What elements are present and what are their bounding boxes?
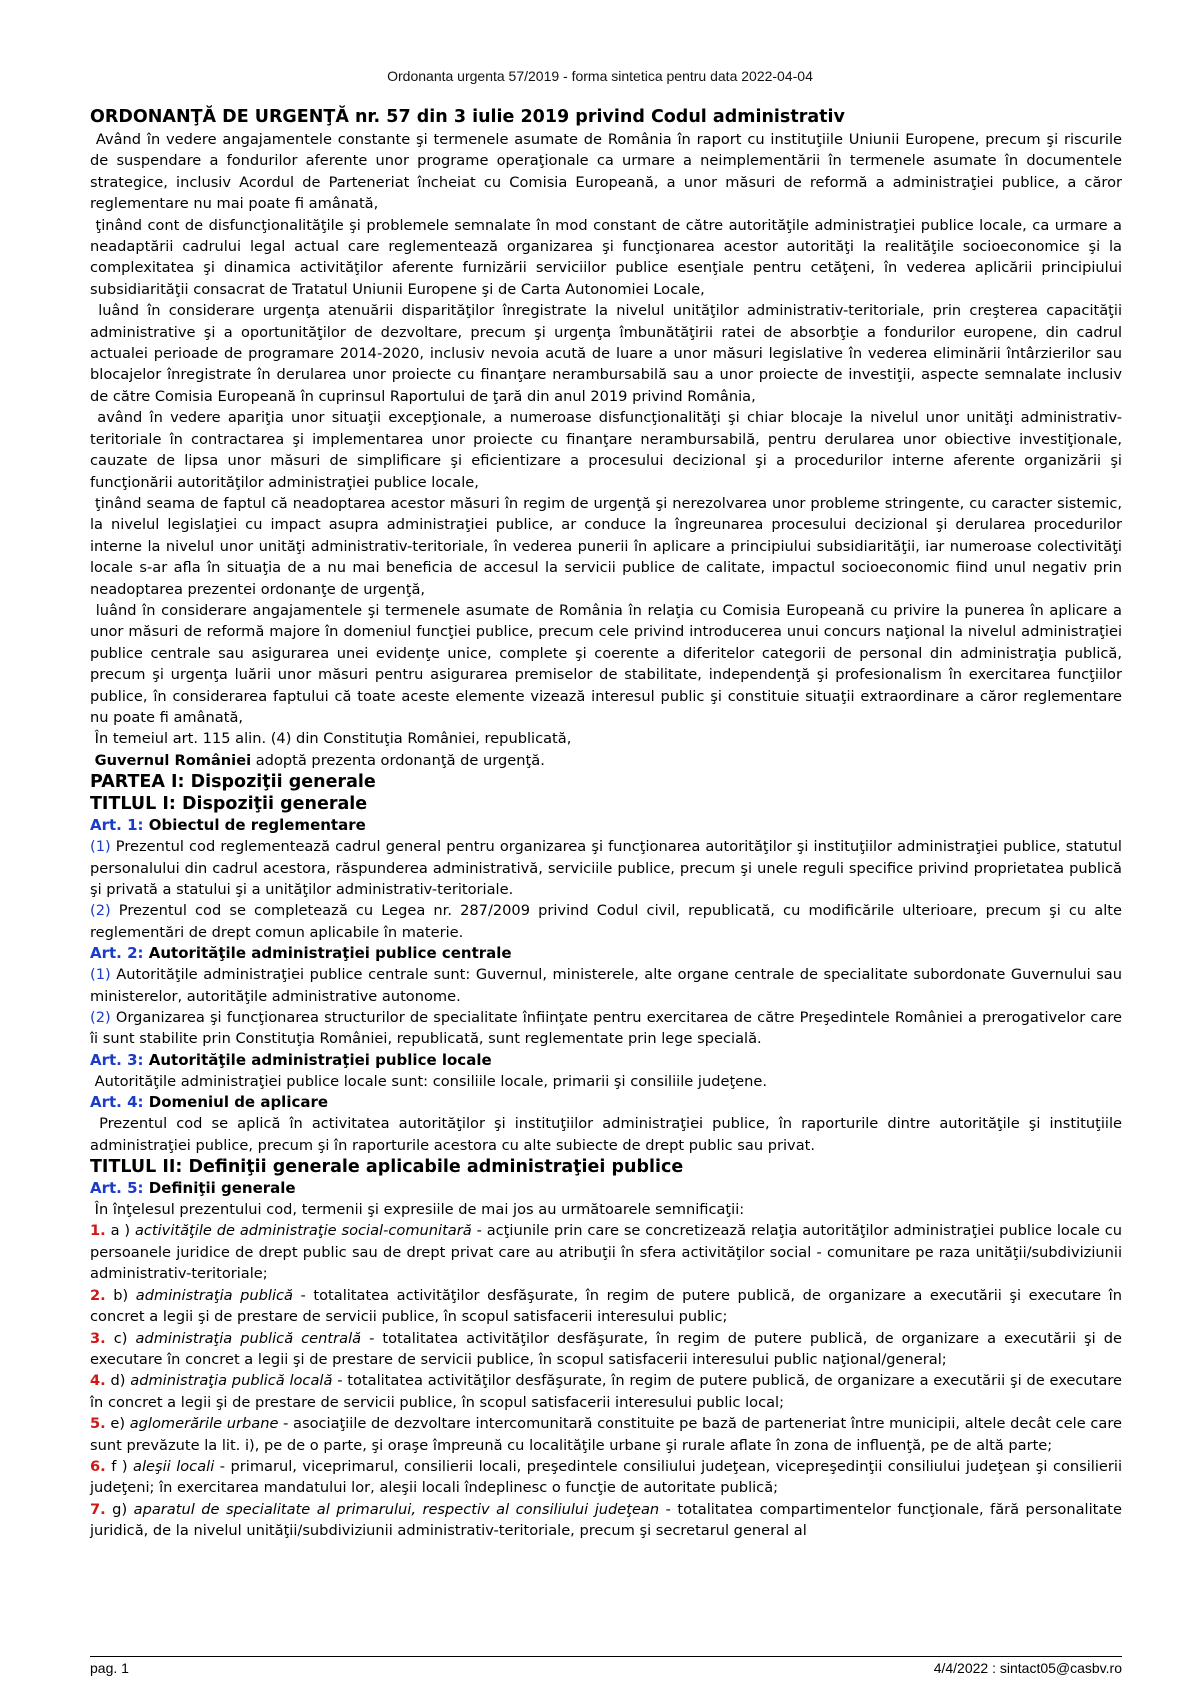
- article-heading: Art. 4: Domeniul de aplicare: [90, 1093, 329, 1112]
- page-number: pag. 1: [90, 1660, 129, 1676]
- government-name: Guvernul României: [94, 751, 252, 769]
- article-heading: Art. 3: Autorităţile administraţiei publice locale: [90, 1050, 492, 1069]
- document-title: ORDONANŢĂ DE URGENŢĂ nr. 57 din 3 iulie 2019 privind Codul administrativ: [90, 107, 845, 127]
- document-body: [90, 106, 1122, 1542]
- definition-item: 2. b) administraţia publică - totalitatea activităţilor desfăşurate, în regim de putere publică, de organizare a executării şi executare în concret a legii şi de prestare de servicii publice, în scopul satisfacerii interesului public;: [90, 1286, 1122, 1326]
- preamble-paragraph: În temeiul art. 115 alin. (4) din Constituţia României, republicată,: [94, 730, 572, 748]
- footer-divider: [90, 1656, 1122, 1657]
- article-paragraph: (1) Prezentul cod reglementează cadrul general pentru organizarea şi funcţionarea autorităţilor şi instituţiilor administraţiei publice, statutul personalului din cadrul acestora, răspunderea administrativă, serviciile publice, precum şi unele reguli specifice privind proprietatea publică şi privată a statului şi a unităţilor administrativ-teritoriale.: [90, 838, 1122, 898]
- preamble-paragraph: având în vedere apariţia unor situaţii excepţionale, a numeroase disfuncţionalităţi şi chiar blocaje la nivelul unor unităţi administrativ-teritoriale în contractarea şi implementarea unor proiecte cu finanţare nerambursabilă, pentru derularea unor obiective investiţionale, cauzate de lipsa unor măsuri de simplificare şi eficientizare a procesului decizional şi a procedurilor interne aferente organizării şi funcţionării autorităţilor administraţiei publice locale,: [90, 409, 1122, 491]
- preamble-paragraph: ţinând seama de faptul că neadoptarea acestor măsuri în regim de urgenţă şi nerezolvarea unor probleme stringente, cu caracter sistemic, la nivelul legislaţiei cu impact asupra administraţiei publice, ar conduce la îngreunarea procesului decizional şi derularea procedurilor interne la nivelul unor unităţi administrativ-teritoriale, în vederea punerii în aplicare a principiului subsidiarităţii, iar numeroase colectivităţi locale s-ar afla în situaţia de a nu mai beneficia de accesul la servicii publice de calitate, impactul socioeconomic fiind unul negativ prin neadoptarea prezentei ordonanţe de urgenţă,: [90, 494, 1123, 598]
- page-header: Ordonanta urgenta 57/2019 - forma sintetica pentru data 2022-04-04: [387, 68, 813, 84]
- definition-item: 7. g) aparatul de specialitate al primarului, respectiv al consiliului judeţean - totalitatea compartimentelor funcţionale, fără personalitate juridică, de la nivelul unităţii/subdiviziunii administrativ-teritoriale, precum şi secretarul general al: [90, 1500, 1122, 1540]
- preamble-paragraph: luând în considerare urgenţa atenuării disparităţilor înregistrate la nivelul unităţilor administrativ-teritoriale, prin creşterea capacităţii administrative şi a oportunităţilor de dezvoltare, precum şi urgenţa îmbunătăţirii ratei de absorbţie a fondurilor europene, din cadrul actualei perioade de programare 2014-2020, inclusiv nevoia acută de luare a unor măsuri legislative în vederea eliminării întârzierilor sau blocajelor înregistrate în derularea unor proiecte cu finanţare nerambursabilă sau a unor proiecte de investiţii, aspecte semnalate inclusiv de către Comisia Europeană în cuprinsul Raportului de ţară din anul 2019 privind România,: [90, 302, 1122, 405]
- article-intro: În înţelesul prezentului cod, termenii şi expresiile de mai jos au următoarele semnificaţii:: [94, 1201, 745, 1219]
- definition-item: 5. e) aglomerările urbane - asociaţiile de dezvoltare intercomunitară constituite pe bază de parteneriat între municipii, altele decât cele care sunt prevăzute la lit. i), pe de o parte, şi oraşe împreună cu localităţile urbane şi rurale aflate în zona de influenţă, pe de altă parte;: [90, 1415, 1122, 1454]
- article-paragraph: (1) Autorităţile administraţiei publice centrale sunt: Guvernul, ministerele, alte organe centrale de specialitate subordonate Guvernului sau ministerelor, autorităţile administrative autonome.: [90, 966, 1122, 1005]
- article-heading: Art. 5: Definiţii generale: [90, 1179, 296, 1198]
- definition-item: 1. a ) activităţile de administraţie social-comunitară - acţiunile prin care se concretizează relaţia autorităţilor administraţiei publice locale cu persoanele juridice de drept public sau de drept privat care au atribuţii în sfera activităţilor social - comunitare pe raza unităţii/subdiviziunii administrativ-teritoriale;: [90, 1222, 1122, 1283]
- definition-item: 3. c) administraţia publică centrală - totalitatea activităţilor desfăşurate, în regim de putere publică, de organizare a executării şi de executare în concret a legii şi de prestare de servicii publice, în scopul satisfacerii interesului public naţional/general;: [90, 1329, 1122, 1368]
- definition-item: 4. d) administraţia publică locală - totalitatea activităţilor desfăşurate, în regim de putere publică, de organizare a executării şi de executare în concret a legii şi de prestare de servicii publice, în scopul satisfacerii interesului public local;: [90, 1372, 1122, 1411]
- title-heading: TITLUL II: Definiţii generale aplicabile administraţiei publice: [90, 1157, 684, 1178]
- definition-item: 6. f ) aleşii locali - primarul, viceprimarul, consilierii locali, preşedintele consiliului judeţean, vicepreşedinţii consiliului judeţean şi consilierii judeţeni; în exercitarea mandatului lor, aleşii locali îndeplinesc o funcţie de autoritate publică;: [90, 1457, 1122, 1497]
- preamble-paragraph: luând în considerare angajamentele şi termenele asumate de România în relaţia cu Comisia Europeană cu privire la punerea în aplicare a unor măsuri de reformă majore în domeniul funcţiei publice, precum cele privind introducerea unui concurs naţional la nivelul administraţiei publice centrale sau asigurarea unei evidenţe unice, complete şi coerente a diferitelor categorii de personal din administraţia publică, precum şi urgenţa luării unor măsuri pentru asigurarea premiselor de stabilitate, independenţă şi profesionalism în exercitarea funcţiilor publice, în considerarea faptului că toate aceste elemente vizează interesul public şi constituie situaţii extraordinare a căror reglementare nu poate fi amânată,: [90, 601, 1123, 726]
- article-heading: Art. 2: Autorităţile administraţiei publice centrale: [90, 944, 512, 963]
- article-paragraph: Autorităţile administraţiei publice locale sunt: consiliile locale, primarii şi consiliile judeţene.: [94, 1072, 768, 1090]
- article-paragraph: Prezentul cod se aplică în activitatea autorităţilor şi instituţiilor administraţiei publice, în raporturile dintre autorităţile şi instituţiile administraţiei publice, precum şi în raporturile acestora cu alte subiecte de drept public sau privat.: [90, 1115, 1122, 1154]
- preamble-paragraph: Având în vedere angajamentele constante şi termenele asumate de România în raport cu instituţiile Uniunii Europene, precum şi riscurile de suspendare a fondurilor aferente unor programe operaţionale ca urmare a neimplementării în termenele asumate în documentele strategice, inclusiv Acordul de Parteneriat încheiat cu Comisia Europeană, a unor măsuri de reformă a administraţiei publice, a căror reglementare nu mai poate fi amânată,: [90, 131, 1122, 213]
- preamble-paragraph: ţinând cont de disfuncţionalităţile şi problemele semnalate în mod constant de către autorităţile administraţiei publice locale, ca urmare a neadaptării cadrului legal actual care reglementează organizarea şi funcţionarea acestor autorităţi la realităţile socioeconomice şi la complexitatea şi dinamica activităţilor aferente furnizării serviciilor publice esenţiale pentru cetăţeni, în vederea aplicării principiului subsidiarităţii consacrat de Tratatul Uniunii Europene şi de Carta Autonomiei Locale,: [90, 216, 1122, 298]
- adoption-formula: Guvernul României adoptă prezenta ordonanţă de urgenţă.: [94, 751, 545, 769]
- footer-meta: 4/4/2022 : sintact05@casbv.ro: [933, 1660, 1122, 1676]
- article-heading: Art. 1: Obiectul de reglementare: [90, 816, 366, 835]
- article-paragraph: (2) Prezentul cod se completează cu Legea nr. 287/2009 privind Codul civil, republicată, cu modificările ulterioare, precum şi cu alte reglementări de drept comun aplicabile în materie.: [90, 902, 1122, 941]
- article-paragraph: (2) Organizarea şi funcţionarea structurilor de specialitate înfiinţate pentru exercitarea de către Preşedintele României a prerogativelor care îi sunt stabilite prin Constituţia României, republicată, sunt reglementate prin lege specială.: [90, 1009, 1122, 1048]
- part-heading: PARTEA I: Dispoziţii generale: [90, 772, 376, 793]
- title-heading: TITLUL I: Dispoziţii generale: [90, 794, 368, 815]
